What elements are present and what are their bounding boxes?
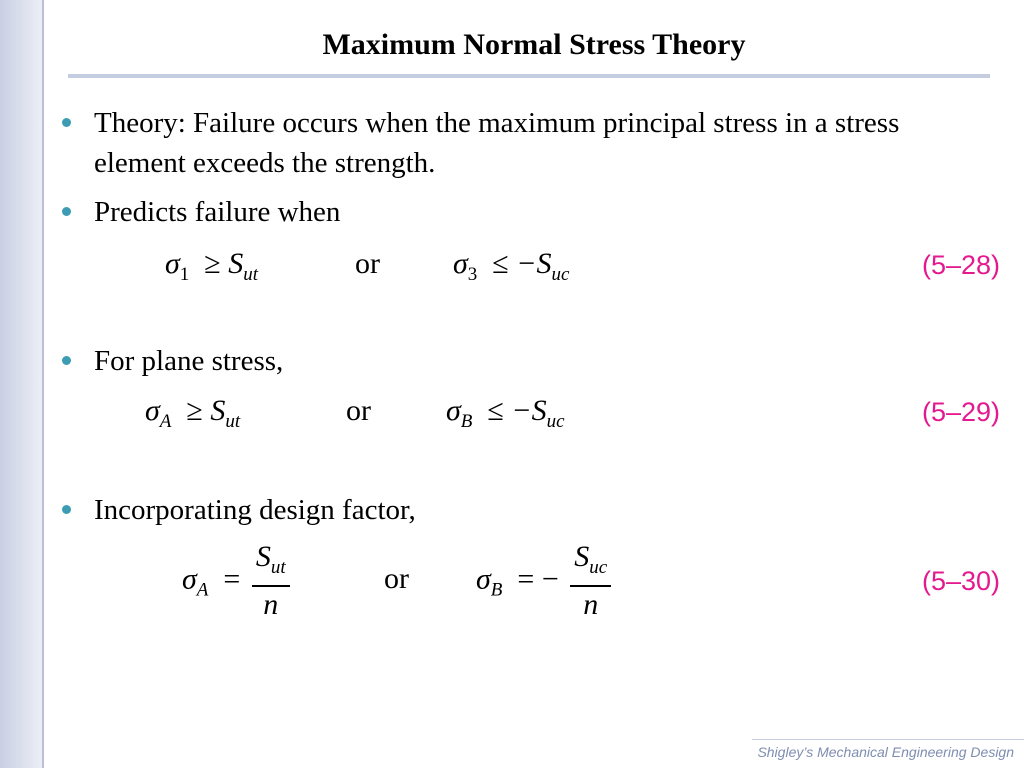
bullet-text: Theory: Failure occurs when the maximum principal stress in a stress element exceeds the strength. [94,107,900,179]
bullet-design-factor [62,490,962,530]
equation-5-28-connector: or [355,247,380,280]
footer-rule [752,739,1024,740]
equation-5-30-right: $\sigma_B$ = − $\frac{S_{uc}}{n}$ [476,540,615,623]
equation-number-5-30: (5–30) [921,566,1000,596]
equation-5-29-left: $\sigma_A \ge S_{ut}$ [145,394,241,432]
equation-5-28-left: $\sigma_1 \ge S_{ut}$ [165,247,259,285]
equation-5-28-right: $\sigma_3 \le -S_{uc}$ [453,247,570,285]
bullet-dot-icon [62,505,71,514]
title-underline [68,74,990,78]
fraction: $\frac{S_{ut}}{n}$ [252,540,290,623]
bullet-dot-icon [62,118,71,127]
equation-number-5-29: (5–29) [921,397,1000,427]
equation-5-29-connector: or [346,394,371,427]
bullet-text: Incorporating design factor, [94,494,416,526]
slide-title: Maximum Normal Stress Theory [322,28,746,61]
equation-5-30-left: $\sigma_A$ = $\frac{S_{ut}}{n}$ [182,540,294,623]
bullet-plane-stress [62,341,962,381]
fraction: $\frac{S_{uc}}{n}$ [570,540,611,623]
equation-number-5-28: (5–28) [921,250,1000,280]
equation-5-29-right: $\sigma_B \le -S_{uc}$ [446,394,565,432]
bullet-predicts [62,192,962,232]
bullet-text: For plane stress, [94,345,284,377]
bullet-dot-icon [62,207,71,216]
side-decoration-bar [0,0,44,768]
bullet-dot-icon [62,356,71,365]
footer-text: Shigley’s Mechanical Engineering Design [757,744,1014,760]
bullet-text: Predicts failure when [94,196,341,228]
side-divider [42,0,44,768]
bullet-theory [62,103,962,183]
equation-5-30-connector: or [384,562,409,595]
